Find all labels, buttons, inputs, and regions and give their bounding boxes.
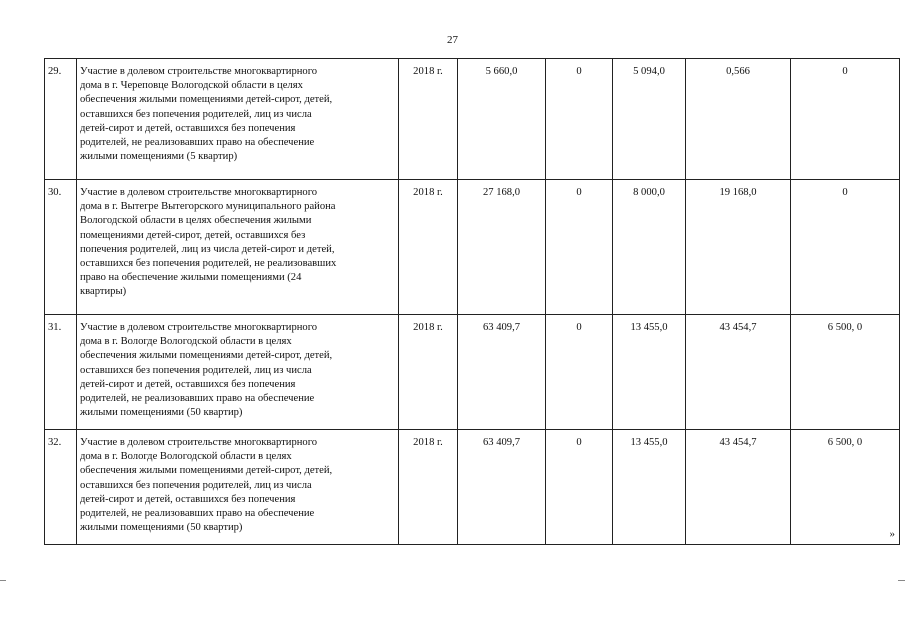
row-value-col3: 8 000,0 (613, 180, 686, 315)
row-number: 30. (45, 180, 77, 315)
row-description: Участие в долевом строительстве многоквартирного дома в г. Вологде Вологодской области в целях обеспечения жилыми помещениями детей-сирот, детей, оставшихся без попечения родителей, лиц из числа детей-сирот и детей, оставшихся без попечения родителей, не реализовавших право на обеспечение жилыми помещениями (50 квартир) (77, 430, 399, 545)
row-value-col4: 43 454,7 (686, 315, 791, 430)
table-row (45, 430, 900, 545)
row-number: 31. (45, 315, 77, 430)
row-number: 32. (45, 430, 77, 545)
row-value-col3: 13 455,0 (613, 315, 686, 430)
program-table (44, 58, 900, 545)
row-value-col5-cell (791, 430, 900, 545)
row-value-col4: 19 168,0 (686, 180, 791, 315)
row-year: 2018 г. (399, 430, 458, 545)
page-number: 27 (447, 34, 458, 46)
row-value-col2: 0 (546, 180, 613, 315)
table-row (45, 315, 900, 430)
row-year: 2018 г. (399, 180, 458, 315)
row-value-total: 5 660,0 (458, 59, 546, 180)
closing-quote: » (889, 527, 895, 540)
row-value-col5: 0 (791, 59, 900, 180)
row-value-col3: 13 455,0 (613, 430, 686, 545)
row-value-total: 63 409,7 (458, 315, 546, 430)
row-value-col2: 0 (546, 430, 613, 545)
row-year: 2018 г. (399, 315, 458, 430)
row-value-total: 27 168,0 (458, 180, 546, 315)
row-value-col5: 0 (791, 180, 900, 315)
row-value-col5: 6 500, 0 (791, 315, 900, 430)
row-number: 29. (45, 59, 77, 180)
row-value-col2: 0 (546, 59, 613, 180)
scan-edge-mark-left (0, 580, 6, 581)
row-value-total: 63 409,7 (458, 430, 546, 545)
scan-edge-mark-right (898, 580, 905, 581)
row-value-col4: 0,566 (686, 59, 791, 180)
row-description: Участие в долевом строительстве многоквартирного дома в г. Вологде Вологодской области в целях обеспечения жилыми помещениями детей-сирот, детей, оставшихся без попечения родителей, лиц из числа детей-сирот и детей, оставшихся без попечения родителей, не реализовавших право на обеспечение жилыми помещениями (50 квартир) (77, 315, 399, 430)
row-value-col2: 0 (546, 315, 613, 430)
row-description: Участие в долевом строительстве многоквартирного дома в г. Череповце Вологодской области в целях обеспечения жилыми помещениями детей-сирот, детей, оставшихся без попечения родителей, лиц из числа детей-сирот и детей, оставшихся без попечения родителей, не реализовавших право на обеспечение жилыми помещениями (5 квартир) (77, 59, 399, 180)
row-year: 2018 г. (399, 59, 458, 180)
table-row (45, 59, 900, 180)
table-row (45, 180, 900, 315)
row-description: Участие в долевом строительстве многоквартирного дома в г. Вытегре Вытегорского муниципального района Вологодской области в целях обеспечения жилыми помещениями детей-сирот, детей, оставшихся без попечения родителей, лиц из числа детей-сирот и детей, оставшихся без попечения родителей, не реализовавших право на обеспечение жилыми помещениями (24 квартиры) (77, 180, 399, 315)
row-value-col5: 6 500, 0 (827, 437, 863, 448)
row-value-col4: 43 454,7 (686, 430, 791, 545)
row-value-col3: 5 094,0 (613, 59, 686, 180)
